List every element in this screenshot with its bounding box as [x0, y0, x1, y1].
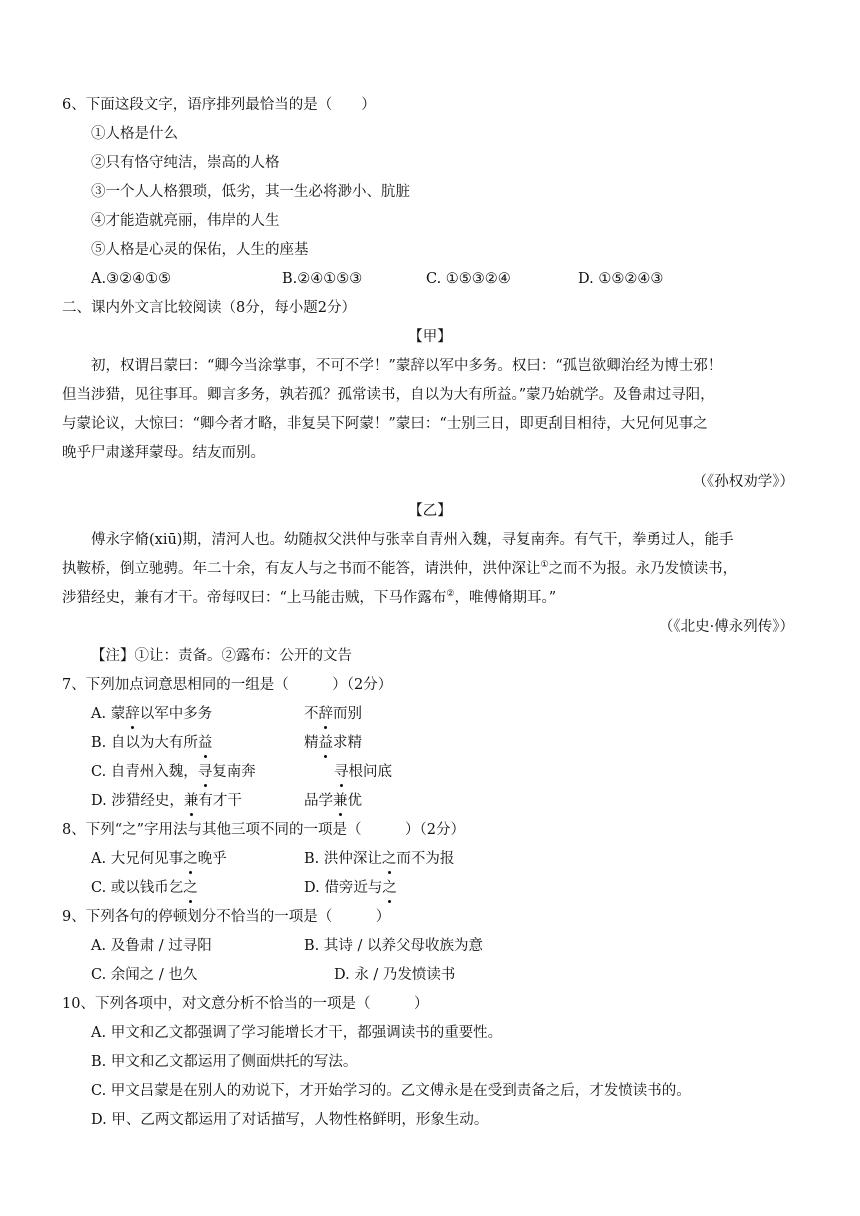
text: 优	[347, 793, 362, 809]
text: 根问底	[348, 764, 392, 780]
text: 晚乎	[197, 851, 227, 867]
passage-yi-line-1: 傅永字脩(xiū)期，清河人也。幼随叔父洪仲与张幸自青州入魏，寻复南奔。有气干，拳勇过人，能手	[91, 532, 734, 548]
q9-option-a: A. 及鲁肃 / 过寻阳	[91, 938, 212, 954]
text: B. 自以为大有所	[91, 735, 198, 751]
text: A. 大兄何见事	[91, 851, 184, 867]
dotted-word: 兼	[183, 793, 199, 809]
passage-note: 【注】①让：责备。②露布：公开的文告	[91, 648, 352, 664]
q10-option-b: B. 甲文和乙文都运用了侧面烘托的写法。	[91, 1054, 358, 1070]
text: 而别	[333, 706, 362, 722]
passage-yi-label: 【乙】	[408, 503, 452, 519]
passage-jia-line-4: 晚乎尸肃遂拜蒙母。结友而别。	[62, 445, 265, 461]
text: 不	[304, 706, 319, 722]
q7-option-a-right	[304, 704, 362, 724]
q9-option-d: D. 永 / 乃发愤读书	[334, 967, 456, 983]
dotted-word: 辞	[318, 706, 333, 722]
q8-option-b	[304, 849, 454, 869]
q7-option-b-left	[91, 733, 212, 753]
q8-option-c	[91, 878, 198, 898]
text: 而不为报	[396, 851, 455, 867]
text: 品学	[304, 793, 333, 809]
dotted-word: 寻	[197, 764, 213, 780]
text: B. 洪仲深让	[304, 851, 382, 867]
q6-option-c: C. ①⑤③②④	[426, 271, 511, 287]
passage-jia-label: 【甲】	[408, 329, 452, 345]
dotted-word: 之	[183, 851, 198, 867]
q8-option-a	[91, 849, 227, 869]
dotted-word: 之	[183, 880, 198, 896]
text: 以军中多务	[139, 706, 213, 722]
q6-option-b: B.②④①⑤③	[282, 271, 363, 287]
passage-jia-line-1: 初，权谓吕蒙曰：“卿今当涂掌事，不可不学！”蒙辞以军中多务。权曰：“孤岂欲卿治经为博士邪！	[91, 358, 723, 374]
q6-item-1: ①人格是什么	[91, 126, 178, 142]
q7-option-c-right	[334, 762, 392, 782]
dotted-word: 辞	[125, 706, 140, 722]
q9-option-b: B. 其诗 / 以养父母收族为意	[304, 938, 483, 954]
text: 有才干	[198, 793, 242, 809]
text: C. 或以钱币乞	[91, 880, 184, 896]
text: D. 借旁近与	[304, 880, 383, 896]
passage-yi-line-3	[62, 588, 556, 608]
q7-option-b-right	[304, 733, 362, 753]
dotted-word: 之	[382, 880, 397, 896]
yi-line-3-a: 涉猎经史，兼有才干。帝每叹曰：“上马能击贼，下马作露布	[62, 590, 447, 606]
passage-yi-source: （《北史·傅永列传》）	[658, 619, 794, 635]
q10-option-c: C. 甲文吕蒙是在别人的劝说下，才开始学习的。乙文傅永是在受到责备之后，才发愤读书的。	[91, 1083, 691, 1099]
q6-option-d: D. ①⑤②④③	[578, 271, 664, 287]
yi-line-3-b: ，唯傅脩期耳。”	[454, 590, 557, 606]
q10-stem: 10、下列各项中，对文意分析不恰当的一项是（ ）	[62, 996, 429, 1012]
dotted-word: 之	[381, 851, 397, 867]
q7-option-c-left	[91, 762, 256, 782]
text: 复南奔	[212, 764, 256, 780]
q6-stem: 6、下面这段文字，语序排列最恰当的是（ ）	[62, 97, 376, 113]
yi-line-2-a: 执鞍桥，倒立驰骋。年二十余，有友人与之书而不能答，请洪仲，洪仲深让	[62, 561, 541, 577]
q8-option-d	[304, 878, 397, 898]
q8-stem: 8、下列“之”字用法与其他三项不同的一项是（ ）（2分）	[62, 822, 466, 838]
q6-item-3: ③一个人人格猥琐，低劣，其一生必将渺小、肮脏	[91, 184, 410, 200]
footnote-mark-1: ①	[540, 560, 549, 571]
yi-line-2-b: 之而不为报。永乃发愤读书，	[548, 561, 738, 577]
q10-option-d: D. 甲、乙两文都运用了对话描写，人物性格鲜明，形象生动。	[91, 1112, 489, 1128]
text: C. 自青州入魏，	[91, 764, 198, 780]
q9-stem: 9、下列各句的停顿划分不恰当的一项是（ ）	[62, 909, 391, 925]
text: A. 蒙	[91, 706, 126, 722]
q9-option-c: C. 余闻之 / 也久	[91, 967, 198, 983]
passage-jia-source: （《孙权劝学》）	[692, 474, 794, 490]
dotted-word: 益	[197, 735, 213, 751]
text: 精	[304, 735, 319, 751]
q7-option-d-left	[91, 791, 242, 811]
q7-stem: 7、下列加点词意思相同的一组是（ ）（2分）	[62, 677, 393, 693]
dotted-word: 益	[318, 735, 333, 751]
q6-item-2: ②只有恪守纯洁，崇高的人格	[91, 155, 280, 171]
dotted-word: 兼	[333, 793, 348, 809]
passage-jia-line-2: 但当涉猎，见往事耳。卿言多务，孰若孤？孤常读书，自以为大有所益。”蒙乃始就学。及鲁肃过寻阳，	[62, 387, 715, 403]
q10-option-a: A. 甲文和乙文都强调了学习能增长才干，都强调读书的重要性。	[91, 1025, 503, 1041]
text: 求精	[333, 735, 362, 751]
footnote-mark-2: ②	[446, 589, 455, 600]
passage-jia-line-3: 与蒙论议，大惊曰：“卿今者才略，非复吴下阿蒙！”蒙曰：“士别三日，即更刮目相待，大兄何见事之	[62, 416, 708, 432]
passage-yi-line-2	[62, 559, 737, 579]
q7-option-d-right	[304, 791, 362, 811]
dotted-word: 寻	[334, 764, 349, 780]
q6-option-a: A.③②④①⑤	[91, 271, 172, 287]
section2-heading: 二、课内外文言比较阅读（8分，每小题2分）	[62, 300, 356, 316]
q6-item-5: ⑤人格是心灵的保佑，人生的座基	[91, 242, 309, 258]
q7-option-a-left	[91, 704, 212, 724]
q6-item-4: ④才能造就亮丽，伟岸的人生	[91, 213, 280, 229]
text: D. 涉猎经史，	[91, 793, 184, 809]
